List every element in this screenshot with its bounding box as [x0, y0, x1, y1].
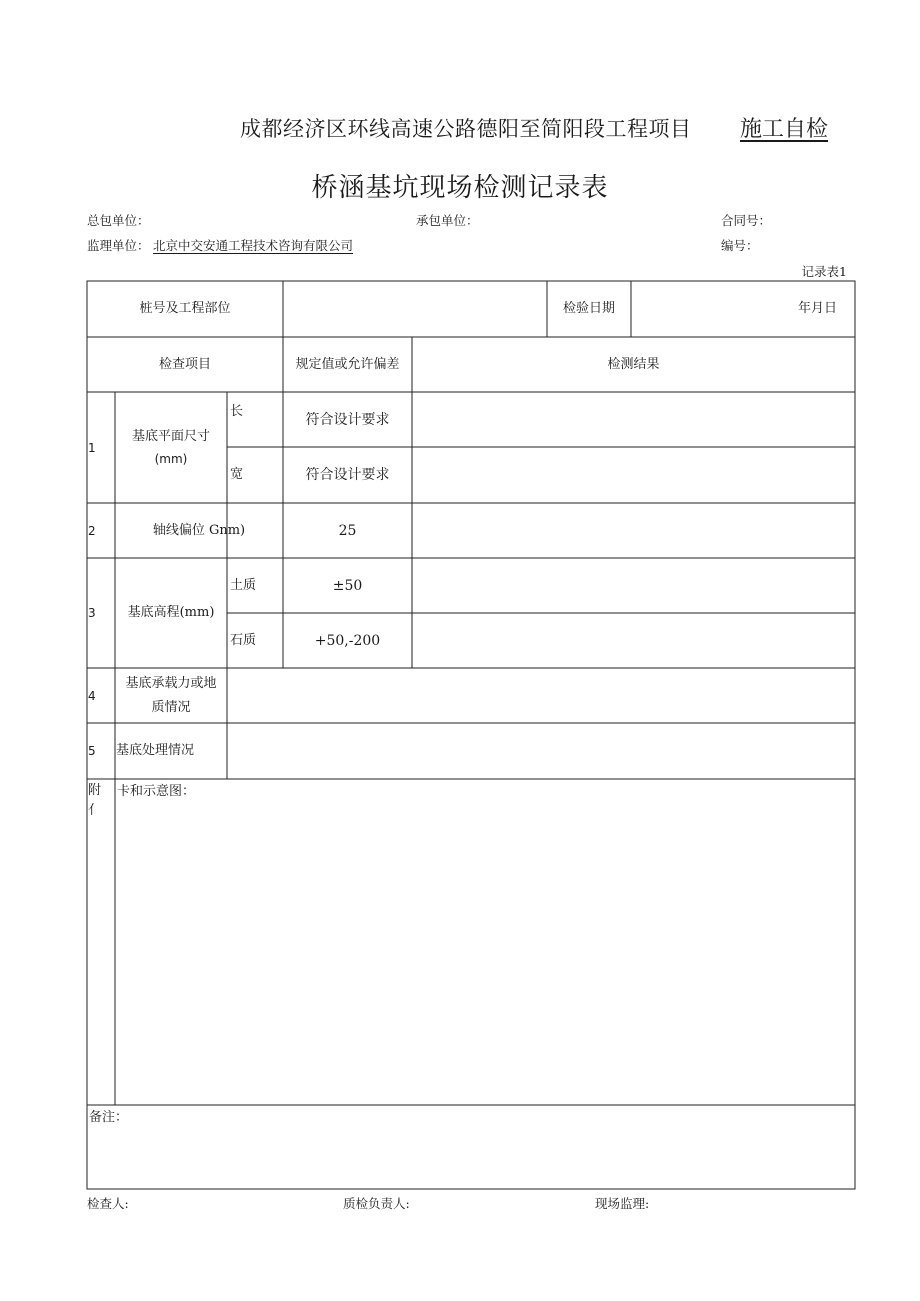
row-1-width-result[interactable]: [412, 447, 855, 503]
record-number: 记录表1: [801, 264, 847, 279]
inspection-date-value[interactable]: 年月日: [797, 301, 837, 316]
row-1-sub-length: 长: [230, 404, 244, 419]
attachment-text: 卡和示意图：: [117, 784, 196, 799]
col-header-result: 检测结果: [607, 356, 660, 372]
site-supervisor-signature-label: 现场监理:: [595, 1196, 650, 1211]
row-1-sub-width: 宽: [230, 467, 244, 482]
attachment-label: [88, 781, 114, 821]
attachment-label-line2: 亻: [88, 803, 102, 818]
row-3-sub-soil: 土质: [230, 577, 257, 593]
row-5-item: 基底处理情况: [116, 743, 195, 758]
inspection-date-label: 检验日期: [562, 301, 615, 316]
project-name: 成都经济区环线高速公路德阳至简阳段工程项目: [240, 117, 692, 141]
row-1-item-line2: (mm): [154, 451, 188, 466]
row-2-number: 2: [88, 523, 96, 538]
row-1-item-line1: 基底平面尺寸: [131, 428, 210, 444]
row-4-number: 4: [88, 688, 96, 703]
station-label: 桩号及工程部位: [139, 301, 231, 316]
row-3-item: 基底高程(mm): [127, 605, 215, 620]
row-2-result[interactable]: [412, 503, 855, 558]
row-3-sub-rock: 石质: [230, 632, 257, 648]
row-5-number: 5: [88, 744, 96, 758]
row-1-length-spec: 符合设计要求: [305, 411, 390, 428]
contract-no-label: 合同号：: [721, 213, 772, 228]
row-3-rock-spec: +50,-200: [314, 632, 381, 649]
row-3-soil-result[interactable]: [412, 558, 855, 613]
row-3-soil-spec: ±50: [332, 577, 363, 594]
serial-no-label: 编号：: [721, 238, 759, 253]
supervisor-label: 监理单位：: [87, 238, 150, 253]
row-5-result[interactable]: [227, 723, 855, 779]
row-1-length-result[interactable]: [412, 392, 855, 447]
station-value[interactable]: [283, 281, 547, 337]
remarks-area[interactable]: [88, 1129, 854, 1188]
row-3-rock-result[interactable]: [412, 613, 855, 668]
attachment-area[interactable]: [116, 803, 854, 1103]
row-2-item: 轴线偏位 Gnm): [152, 522, 246, 538]
row-2-spec: 25: [338, 522, 357, 539]
row-1-width-spec: 符合设计要求: [305, 467, 390, 483]
row-4-item: [115, 668, 227, 723]
remarks-label: 备注：: [89, 1110, 129, 1125]
row-4-item-line1: 基底承载力或地: [125, 675, 217, 691]
col-header-item: 检查项目: [158, 356, 211, 372]
attachment-label-line1: 附: [88, 783, 102, 798]
row-1-number: 1: [88, 440, 96, 455]
general-contractor-label: 总包单位：: [87, 213, 150, 228]
supervisor-value: 北京中交安通工程技术咨询有限公司: [153, 238, 354, 253]
row-3-number: 3: [88, 606, 96, 620]
form-title: 桥涵基坑现场检测记录表: [311, 173, 609, 203]
subcontractor-label: 承包单位：: [416, 213, 479, 228]
col-header-spec: 规定值或允许偏差: [295, 356, 400, 372]
self-inspection-badge: 施工自检: [740, 117, 829, 142]
row-4-item-line2: 质情况: [151, 699, 191, 715]
row-1-item: [115, 392, 227, 503]
inspector-signature-label: 检查人:: [87, 1196, 129, 1211]
qc-leader-signature-label: 质检负责人:: [343, 1196, 410, 1211]
row-4-result[interactable]: [227, 668, 855, 723]
